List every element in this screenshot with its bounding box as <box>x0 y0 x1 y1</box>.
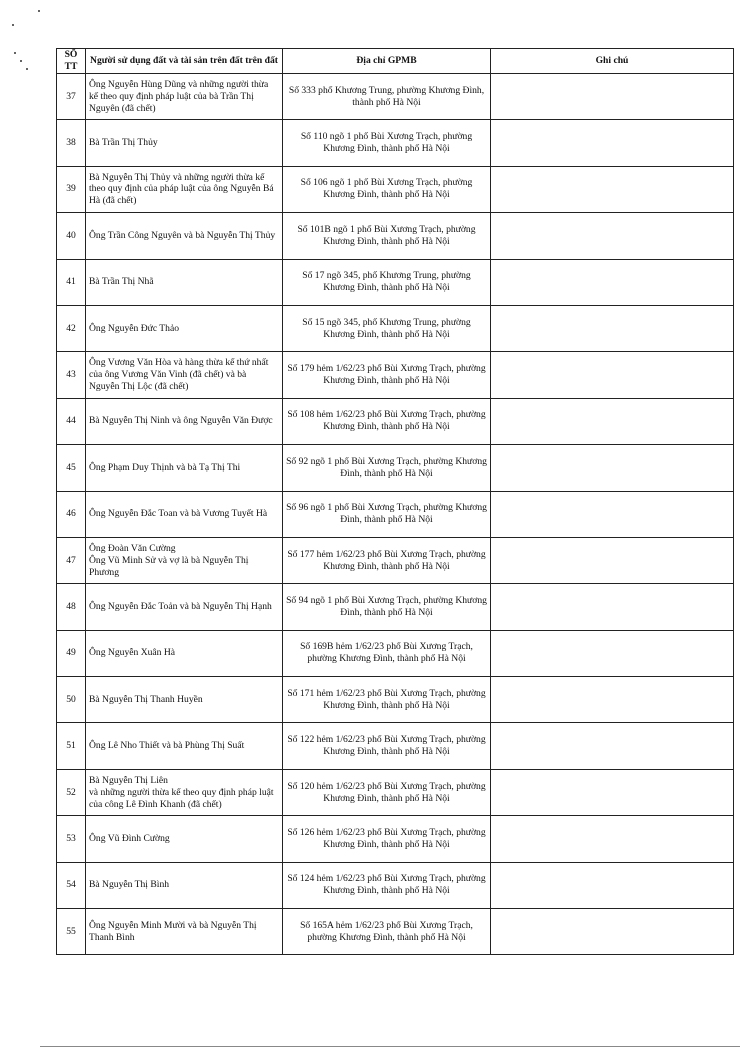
cell-note <box>491 305 734 351</box>
cell-address: Số 126 hẻm 1/62/23 phố Bùi Xương Trạch, phường Khương Đình, thành phố Hà Nội <box>283 816 491 862</box>
table-row <box>57 769 734 815</box>
header-note: Ghi chú <box>491 49 734 74</box>
cell-person: Ông Nguyễn Hùng Dũng và những người thừa kế theo quy định pháp luật của bà Trần Thị Nguyên (đã chết) <box>86 74 283 120</box>
table-row <box>57 723 734 769</box>
header-person: Người sử dụng đất và tài sản trên đất trên đất <box>86 49 283 74</box>
table-row <box>57 305 734 351</box>
cell-person: Bà Nguyễn Thị Bình <box>86 862 283 908</box>
table-row <box>57 74 734 120</box>
cell-stt: 53 <box>57 816 86 862</box>
scan-speck <box>26 68 28 70</box>
cell-note <box>491 74 734 120</box>
table-row <box>57 259 734 305</box>
header-address: Địa chỉ GPMB <box>283 49 491 74</box>
cell-address: Số 333 phố Khương Trung, phường Khương Đình, thành phố Hà Nội <box>283 74 491 120</box>
cell-note <box>491 723 734 769</box>
cell-person: Ông Nguyễn Đắc Toan và bà Vương Tuyết Hà <box>86 491 283 537</box>
cell-person: Bà Trần Thị Thủy <box>86 120 283 166</box>
cell-note <box>491 584 734 630</box>
cell-note <box>491 909 734 955</box>
table-row <box>57 584 734 630</box>
cell-note <box>491 677 734 723</box>
scan-speck <box>20 60 22 62</box>
table-row <box>57 491 734 537</box>
table-row <box>57 537 734 583</box>
cell-address: Số 179 hẻm 1/62/23 phố Bùi Xương Trạch, phường Khương Đình, thành phố Hà Nội <box>283 352 491 398</box>
cell-note <box>491 398 734 444</box>
cell-address: Số 92 ngõ 1 phố Bùi Xương Trạch, phường Khương Đình, thành phố Hà Nội <box>283 445 491 491</box>
cell-stt: 48 <box>57 584 86 630</box>
cell-note <box>491 259 734 305</box>
scan-speck <box>14 52 16 54</box>
cell-note <box>491 491 734 537</box>
table-row <box>57 120 734 166</box>
header-stt: SỐ TT <box>57 49 86 74</box>
cell-address: Số 106 ngõ 1 phố Bùi Xương Trạch, phường Khương Đình, thành phố Hà Nội <box>283 166 491 212</box>
cell-stt: 43 <box>57 352 86 398</box>
table-row <box>57 445 734 491</box>
cell-address: Số 94 ngõ 1 phố Bùi Xương Trạch, phường Khương Đình, thành phố Hà Nội <box>283 584 491 630</box>
cell-person: Ông Vũ Đình Cường <box>86 816 283 862</box>
table-row <box>57 909 734 955</box>
cell-stt: 41 <box>57 259 86 305</box>
cell-note <box>491 213 734 259</box>
cell-person: Ông Nguyễn Đức Thảo <box>86 305 283 351</box>
table-row <box>57 677 734 723</box>
table-row <box>57 166 734 212</box>
table-row <box>57 816 734 862</box>
cell-person: Ông Nguyễn Đắc Toản và bà Nguyễn Thị Hạnh <box>86 584 283 630</box>
cell-stt: 49 <box>57 630 86 676</box>
table-row <box>57 213 734 259</box>
cell-note <box>491 352 734 398</box>
cell-address: Số 17 ngõ 345, phố Khương Trung, phường Khương Đình, thành phố Hà Nội <box>283 259 491 305</box>
land-clearance-table <box>56 48 734 955</box>
cell-person: Ông Phạm Duy Thịnh và bà Tạ Thị Thi <box>86 445 283 491</box>
cell-address: Số 108 hẻm 1/62/23 phố Bùi Xương Trạch, phường Khương Đình, thành phố Hà Nội <box>283 398 491 444</box>
cell-person: Bà Nguyễn Thị Ninh và ông Nguyễn Văn Được <box>86 398 283 444</box>
cell-stt: 51 <box>57 723 86 769</box>
cell-stt: 44 <box>57 398 86 444</box>
cell-note <box>491 120 734 166</box>
cell-address: Số 177 hẻm 1/62/23 phố Bùi Xương Trạch, phường Khương Đình, thành phố Hà Nội <box>283 537 491 583</box>
cell-address: Số 110 ngõ 1 phố Bùi Xương Trạch, phường Khương Đình, thành phố Hà Nội <box>283 120 491 166</box>
table-row <box>57 352 734 398</box>
cell-stt: 50 <box>57 677 86 723</box>
cell-address: Số 122 hẻm 1/62/23 phố Bùi Xương Trạch, phường Khương Đình, thành phố Hà Nội <box>283 723 491 769</box>
cell-address: Số 15 ngõ 345, phố Khương Trung, phường Khương Đình, thành phố Hà Nội <box>283 305 491 351</box>
cell-person: Ông Vương Văn Hòa và hàng thừa kế thứ nhất của ông Vương Văn Vinh (đã chết) và bà Nguyễn Thị Lộc (đã chết) <box>86 352 283 398</box>
cell-person: Bà Trần Thị Nhã <box>86 259 283 305</box>
cell-stt: 52 <box>57 769 86 815</box>
cell-person: Ông Nguyễn Xuân Hà <box>86 630 283 676</box>
table-row <box>57 398 734 444</box>
cell-address: Số 120 hẻm 1/62/23 phố Bùi Xương Trạch, phường Khương Đình, thành phố Hà Nội <box>283 769 491 815</box>
cell-stt: 47 <box>57 537 86 583</box>
bottom-rule <box>40 1046 740 1047</box>
cell-note <box>491 769 734 815</box>
cell-address: Số 124 hẻm 1/62/23 phố Bùi Xương Trạch, phường Khương Đình, thành phố Hà Nội <box>283 862 491 908</box>
cell-note <box>491 166 734 212</box>
cell-note <box>491 862 734 908</box>
cell-stt: 45 <box>57 445 86 491</box>
cell-note <box>491 537 734 583</box>
cell-stt: 39 <box>57 166 86 212</box>
cell-address: Số 171 hẻm 1/62/23 phố Bùi Xương Trạch, phường Khương Đình, thành phố Hà Nội <box>283 677 491 723</box>
cell-person: Ông Đoàn Văn Cường Ông Vũ Minh Sử và vợ là bà Nguyễn Thị Phương <box>86 537 283 583</box>
cell-stt: 40 <box>57 213 86 259</box>
cell-address: Số 169B hẻm 1/62/23 phố Bùi Xương Trạch, phường Khương Đình, thành phố Hà Nội <box>283 630 491 676</box>
cell-stt: 38 <box>57 120 86 166</box>
table-header-row <box>57 49 734 74</box>
cell-stt: 46 <box>57 491 86 537</box>
scan-speck <box>38 10 40 12</box>
cell-note <box>491 445 734 491</box>
cell-stt: 54 <box>57 862 86 908</box>
cell-note <box>491 630 734 676</box>
cell-person: Bà Nguyễn Thị Thanh Huyền <box>86 677 283 723</box>
cell-person: Ông Lê Nho Thiết và bà Phùng Thị Suất <box>86 723 283 769</box>
table-row <box>57 630 734 676</box>
table-row <box>57 862 734 908</box>
cell-stt: 42 <box>57 305 86 351</box>
cell-person: Bà Nguyễn Thị Thủy và những người thừa kế theo quy định của pháp luật của ông Nguyễn Bá Hà (đã chết) <box>86 166 283 212</box>
cell-address: Số 165A hẻm 1/62/23 phố Bùi Xương Trạch, phường Khương Đình, thành phố Hà Nội <box>283 909 491 955</box>
cell-person: Ông Trần Công Nguyên và bà Nguyễn Thị Thủy <box>86 213 283 259</box>
cell-stt: 37 <box>57 74 86 120</box>
cell-stt: 55 <box>57 909 86 955</box>
scan-speck <box>12 24 14 26</box>
cell-address: Số 96 ngõ 1 phố Bùi Xương Trạch, phường Khương Đình, thành phố Hà Nội <box>283 491 491 537</box>
cell-person: Ông Nguyễn Minh Mười và bà Nguyễn Thị Thanh Bình <box>86 909 283 955</box>
cell-address: Số 101B ngõ 1 phố Bùi Xương Trạch, phường Khương Đình, thành phố Hà Nội <box>283 213 491 259</box>
cell-note <box>491 816 734 862</box>
cell-person: Bà Nguyễn Thị Liên và những người thừa kế theo quy định pháp luật của công Lê Đình Khanh (đã chết) <box>86 769 283 815</box>
